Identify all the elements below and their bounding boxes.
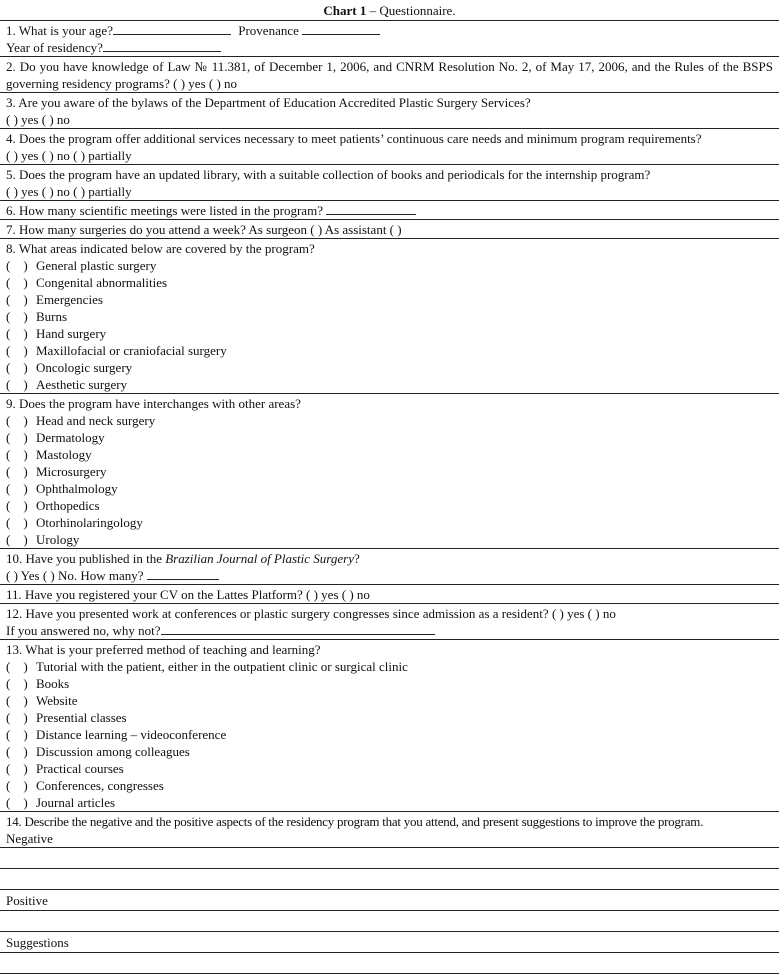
option-q13[interactable]: ( ) Discussion among colleagues <box>6 744 190 759</box>
suggestions-answer-line[interactable] <box>0 953 779 974</box>
year-of-residency-blank[interactable] <box>103 40 221 52</box>
option-q8[interactable]: ( ) General plastic surgery <box>6 258 157 273</box>
positive-label: Positive <box>0 890 779 911</box>
age-blank[interactable] <box>113 23 231 35</box>
option-q8[interactable]: ( ) Maxillofacial or craniofacial surgery <box>6 343 227 358</box>
option-q9[interactable]: ( ) Head and neck surgery <box>6 413 156 428</box>
question-2: 2. Do you have knowledge of Law № 11.381, of December 1, 2006, and CNRM Resolution No. 2, of May 17, 2006, and the Rules of the BSPS governing residency programs? ( ) yes ( ) no <box>0 57 779 93</box>
option-q9[interactable]: ( ) Otorhinolaringology <box>6 515 143 530</box>
question-4: 4. Does the program offer additional services necessary to meet patients’ continuous care needs and minimum program requirements? ( ) yes ( ) no ( ) partially <box>0 129 779 165</box>
question-7: 7. How many surgeries do you attend a week? As surgeon ( ) As assistant ( ) <box>0 220 779 239</box>
negative-label: Negative <box>6 831 53 846</box>
question-9: 9. Does the program have interchanges with other areas? ( ) Head and neck surgery ( ) Dermatology ( ) Mastology ( ) Microsurgery ( ) Ophthalmology ( ) Orthopedics ( ) Otorhinolaringology ( ) Urology <box>0 394 779 549</box>
option-q13[interactable]: ( ) Conferences, congresses <box>6 778 164 793</box>
question-6: 6. How many scientific meetings were listed in the program? <box>0 201 779 220</box>
question-4-answers[interactable]: ( ) yes ( ) no ( ) partially <box>6 148 132 163</box>
option-q8[interactable]: ( ) Oncologic surgery <box>6 360 133 375</box>
option-q13[interactable]: ( ) Books <box>6 676 70 691</box>
negative-answer-line[interactable] <box>0 847 779 869</box>
option-q8[interactable]: ( ) Congenital abnormalities <box>6 275 168 290</box>
option-q13[interactable]: ( ) Distance learning – videoconference <box>6 727 227 742</box>
question-14: 14. Describe the negative and the positive aspects of the residency program that you attend, and present suggestions to improve the program. Negative <box>0 812 779 847</box>
option-q8[interactable]: ( ) Hand surgery <box>6 326 107 341</box>
question-10: 10. Have you published in the Brazilian Journal of Plastic Surgery? ( ) Yes ( ) No. How many? <box>0 549 779 585</box>
question-3: 3. Are you aware of the bylaws of the Department of Education Accredited Plastic Surgery Services? ( ) yes ( ) no <box>0 93 779 129</box>
option-q8[interactable]: ( ) Emergencies <box>6 292 103 307</box>
question-3-answers[interactable]: ( ) yes ( ) no <box>6 112 70 127</box>
option-q9[interactable]: ( ) Microsurgery <box>6 464 107 479</box>
publications-count-blank[interactable] <box>147 568 219 580</box>
option-q9[interactable]: ( ) Dermatology <box>6 430 105 445</box>
option-q9[interactable]: ( ) Mastology <box>6 447 92 462</box>
suggestions-label: Suggestions <box>0 932 779 953</box>
question-10-answers[interactable]: ( ) Yes ( ) No. How many? <box>6 568 144 583</box>
option-q13[interactable]: ( ) Website <box>6 693 78 708</box>
question-13: 13. What is your preferred method of teaching and learning? ( ) Tutorial with the patient, either in the outpatient clinic or surgical clinic ( ) Books ( ) Website ( ) Presential classes ( ) Distance learning – videoconference ( ) Discussion among colleagues ( ) Practical courses ( ) Conferences, congresses ( ) Journal articles <box>0 640 779 812</box>
provenance-blank[interactable] <box>302 23 380 35</box>
question-1: 1. What is your age? Provenance Year of residency? <box>0 21 779 57</box>
option-q9[interactable]: ( ) Urology <box>6 532 80 547</box>
question-5: 5. Does the program have an updated library, with a suitable collection of books and periodicals for the internship program? ( ) yes ( ) no ( ) partially <box>0 165 779 201</box>
option-q13[interactable]: ( ) Tutorial with the patient, either in the outpatient clinic or surgical clinic <box>6 659 408 674</box>
journal-name: Brazilian Journal of Plastic Surgery <box>165 551 354 566</box>
option-q13[interactable]: ( ) Journal articles <box>6 795 116 810</box>
chart-title: Chart 1 – Questionnaire. <box>0 0 779 21</box>
option-q13[interactable]: ( ) Presential classes <box>6 710 127 725</box>
option-q9[interactable]: ( ) Orthopedics <box>6 498 100 513</box>
option-q8[interactable]: ( ) Aesthetic surgery <box>6 377 128 392</box>
question-12: 12. Have you presented work at conferences or plastic surgery congresses since admission as a resident? ( ) yes ( ) no If you answered no, why not? <box>0 604 779 640</box>
negative-answer-line[interactable] <box>0 869 779 890</box>
question-11: 11. Have you registered your CV on the Lattes Platform? ( ) yes ( ) no <box>0 585 779 604</box>
option-q13[interactable]: ( ) Practical courses <box>6 761 124 776</box>
option-q8[interactable]: ( ) Burns <box>6 309 68 324</box>
question-8: 8. What areas indicated below are covered by the program? ( ) General plastic surgery ( ) Congenital abnormalities ( ) Emergencies ( ) Burns ( ) Hand surgery ( ) Maxillofacial or craniofacial surgery ( ) Oncologic surgery ( ) Aesthetic surgery <box>0 239 779 394</box>
positive-answer-line[interactable] <box>0 911 779 932</box>
option-q9[interactable]: ( ) Ophthalmology <box>6 481 118 496</box>
question-5-answers[interactable]: ( ) yes ( ) no ( ) partially <box>6 184 132 199</box>
meetings-blank[interactable] <box>326 203 416 215</box>
why-not-blank[interactable] <box>161 623 435 635</box>
